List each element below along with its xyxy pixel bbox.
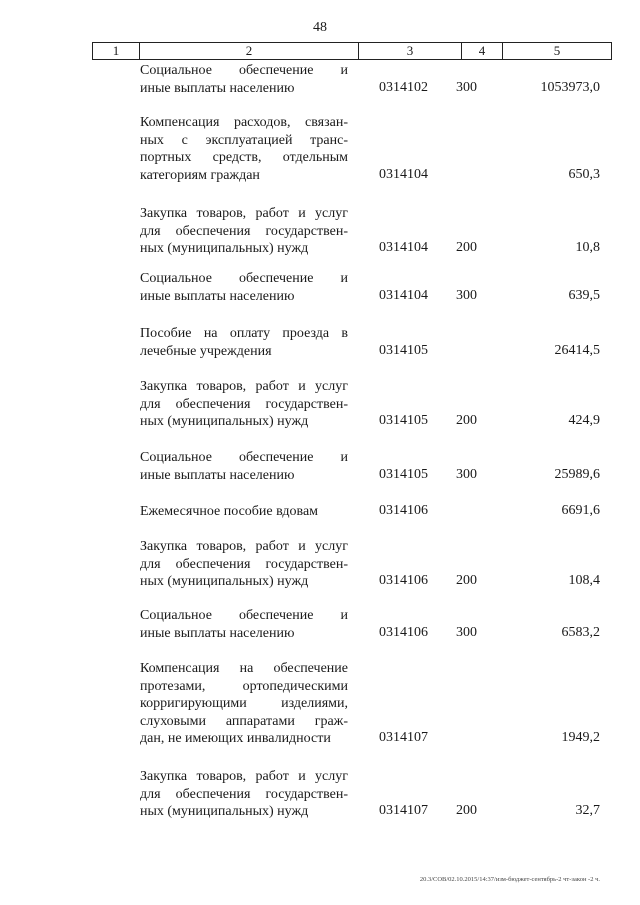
- target-article-code: 0314102: [379, 79, 428, 95]
- description-line: дан, не имеющих инвалидности: [140, 731, 331, 746]
- row-description: [140, 449, 348, 484]
- row-description: [140, 62, 348, 97]
- header-col-3: 3: [359, 43, 462, 60]
- description-line: Закупка товаров, работ и услуг: [140, 539, 348, 554]
- expense-type-code: 300: [456, 287, 477, 303]
- description-line: Пособие на оплату проезда в: [140, 326, 348, 341]
- row-description: [140, 325, 348, 360]
- description-line: ных (муниципальных) нужд: [140, 574, 309, 589]
- description-line: Социальное обеспечение и: [140, 271, 348, 286]
- expense-type-code: 300: [456, 466, 477, 482]
- target-article-code: 0314107: [379, 803, 428, 818]
- description-line: Социальное обеспечение и: [140, 608, 348, 623]
- description-line: категориям граждан: [140, 167, 260, 183]
- target-article-code: 0314106: [379, 573, 428, 588]
- description-line: ных (муниципальных) нужд: [140, 414, 309, 429]
- amount-value: 32,7: [575, 803, 600, 818]
- expense-type-code: 300: [456, 79, 477, 95]
- target-article-code: 0314104: [379, 166, 428, 182]
- table-header: [92, 42, 612, 60]
- page-number: 48: [313, 20, 327, 35]
- amount-value: 1053973,0: [540, 79, 600, 95]
- description-line: ных с эксплуатацией транс-: [140, 132, 348, 148]
- description-line: Закупка товаров, работ и услуг: [140, 206, 348, 221]
- description-line: портных средств, отдельным: [140, 150, 348, 165]
- expense-type-code: 200: [456, 240, 477, 255]
- description-line: для обеспечения государствен-: [140, 786, 348, 802]
- target-article-code: 0314104: [379, 240, 428, 255]
- row-description: [140, 114, 348, 184]
- description-line: Компенсация расходов, связан-: [140, 115, 348, 130]
- description-line: Социальное обеспечение и: [140, 63, 348, 78]
- target-article-code: 0314105: [379, 413, 428, 428]
- description-line: для обеспечения государствен-: [140, 396, 348, 412]
- description-line: Ежемесячное пособие вдовам: [140, 504, 319, 519]
- description-line: Социальное обеспечение и: [140, 450, 348, 465]
- row-description: [140, 607, 348, 642]
- row-description: [140, 205, 348, 258]
- description-line: для обеспечения государствен-: [140, 556, 348, 572]
- description-line: иные выплаты населению: [140, 80, 295, 96]
- row-description: [140, 538, 348, 591]
- target-article-code: 0314104: [379, 287, 428, 303]
- expense-type-code: 200: [456, 803, 477, 818]
- header-col-2: 2: [140, 43, 359, 60]
- footer-file-path: 20.3/СОВ/02.10.2015/14:37/изм-бюджет-сентябрь-2 чт-закон -2 ч.: [419, 876, 600, 883]
- description-line: Компенсация на обеспечение: [140, 661, 348, 676]
- description-line: корригирующими изделиями,: [140, 696, 348, 711]
- header-col-4: 4: [462, 43, 503, 60]
- row-description: [140, 270, 348, 305]
- description-line: лечебные учреждения: [140, 343, 272, 359]
- expense-type-code: 200: [456, 413, 477, 428]
- expense-type-code: 300: [456, 624, 477, 640]
- description-line: протезами, ортопедическими: [140, 678, 348, 694]
- amount-value: 26414,5: [554, 342, 600, 358]
- description-line: ных (муниципальных) нужд: [140, 241, 309, 256]
- target-article-code: 0314105: [379, 466, 428, 482]
- description-line: ных (муниципальных) нужд: [140, 804, 309, 819]
- description-line: слуховыми аппаратами граж-: [140, 713, 348, 729]
- amount-value: 25989,6: [554, 466, 600, 482]
- target-article-code: 0314105: [379, 342, 428, 358]
- amount-value: 108,4: [568, 573, 600, 588]
- amount-value: 10,8: [575, 240, 600, 255]
- amount-value: 6691,6: [561, 503, 600, 518]
- row-description: [140, 768, 348, 821]
- header-col-5: 5: [503, 43, 612, 60]
- target-article-code: 0314106: [379, 503, 428, 518]
- description-line: иные выплаты населению: [140, 625, 295, 641]
- description-line: Закупка товаров, работ и услуг: [140, 379, 348, 394]
- row-description: [140, 503, 348, 521]
- row-description: [140, 378, 348, 431]
- description-line: иные выплаты населению: [140, 288, 295, 304]
- amount-value: 639,5: [568, 287, 600, 303]
- description-line: иные выплаты населению: [140, 467, 295, 483]
- amount-value: 424,9: [568, 413, 600, 428]
- description-line: Закупка товаров, работ и услуг: [140, 769, 348, 784]
- amount-value: 1949,2: [561, 730, 600, 745]
- target-article-code: 0314107: [379, 730, 428, 745]
- amount-value: 650,3: [568, 166, 600, 182]
- description-line: для обеспечения государствен-: [140, 223, 348, 239]
- expense-type-code: 200: [456, 573, 477, 588]
- header-col-1: 1: [93, 43, 140, 60]
- row-description: [140, 660, 348, 748]
- target-article-code: 0314106: [379, 624, 428, 640]
- amount-value: 6583,2: [561, 624, 600, 640]
